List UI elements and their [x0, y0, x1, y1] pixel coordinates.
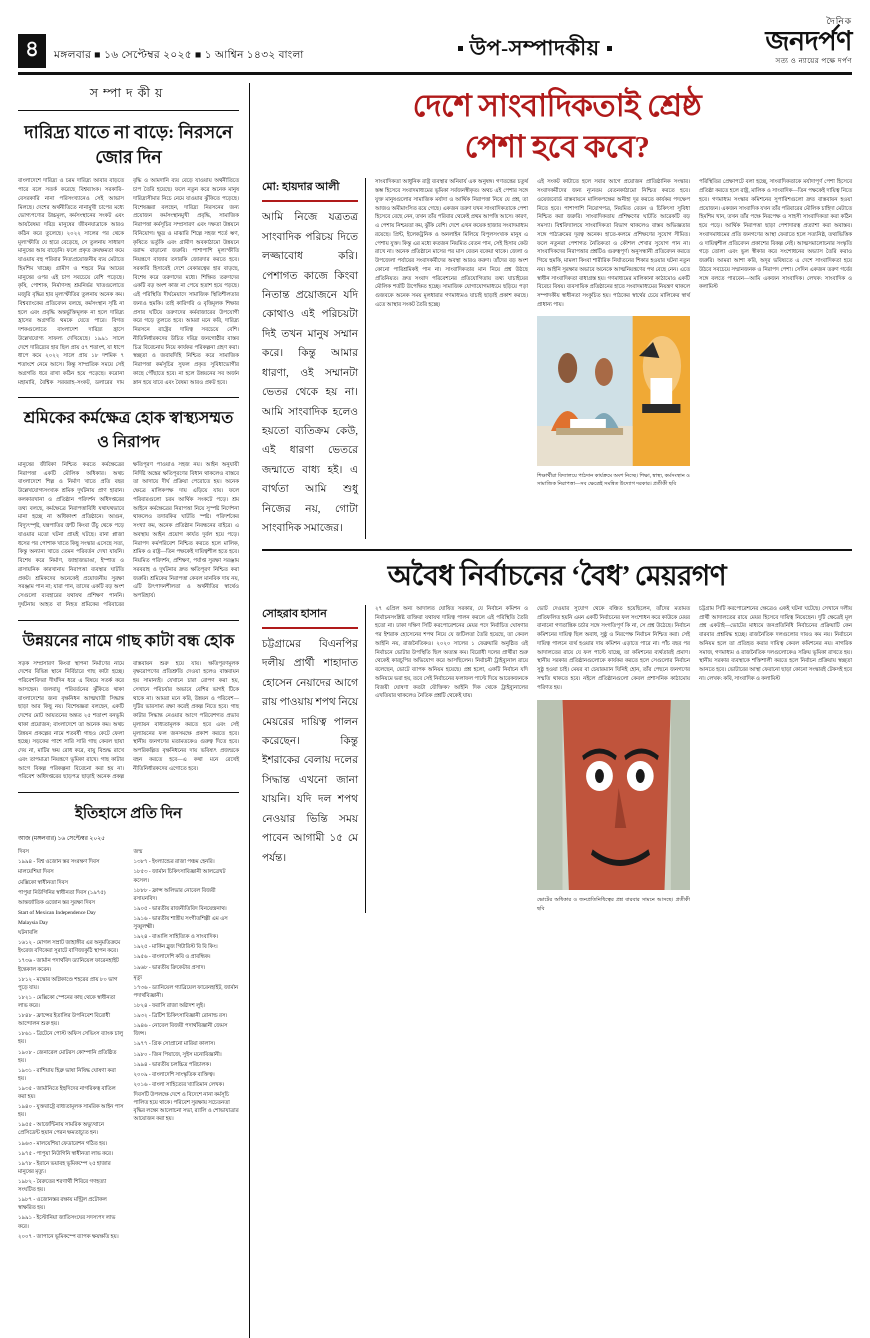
history-entry: জন্ম — [133, 849, 143, 856]
main-articles — [250, 83, 852, 1338]
history-entry: মৃত্যু — [133, 974, 143, 981]
article-text-column: পরিস্থিতির প্রেক্ষাপটে বলা হচ্ছে, সাংবাদিকতাকে মর্যাদাপূর্ণ পেশা হিসেবে প্রতিষ্ঠা করতে হলে রাষ্ট্র, মালিক ও সাংবাদিক—তিন পক্ষকেই দায়িত্ব নিতে হবে। গণমাধ্যম সংস্কার কমিশনের সুপারিশগুলো দ্রুত বাস্তবায়ন হওয়া প্রয়োজন। একজন সাংবাদিক যখন তাঁর পরিবারের মৌলিক চাহিদা মেটাতে হিমশিম খান, তখন তাঁর পক্ষে নিরপেক্ষ ও সাহসী সাংবাদিকতা করা কঠিন হয়ে পড়ে। আর্থিক নিরাপত্তা ছাড়া পেশাদারত্ব প্রত্যাশা করা অবাস্তব। সংবাদমাধ্যমের প্রতি জনগণের আস্থা ফেরাতে হলে সত্যনিষ্ঠ, তথ্যভিত্তিক ও দায়িত্বশীল প্রতিবেদন প্রকাশের বিকল্প নেই। আত্মসমালোচনার সংস্কৃতি গড়ে তোলা এবং ভুল স্বীকার করে সংশোধনের অভ্যাস তৈরি করাও জরুরি। আমরা আশা করি, অদূর ভবিষ্যতে এ দেশে সাংবাদিকতা হয়ে উঠবে সবচেয়ে সম্মানজনক ও নিরাপদ পেশা। সেদিন একজন তরুণ গর্বের সঙ্গে বলতে পারবেন—আমি একজন সাংবাদিক। লেখক: সাংবাদিক ও কলামিস্ট — [699, 179, 852, 291]
history-column — [18, 848, 124, 1243]
history-entry: ১৭৩৬ - জার্মান পদার্থবিদ ড্যানিয়েল ফারেনহাইট ইন্তেকাল করেন। — [18, 958, 119, 973]
brand-daily: দৈনিক — [826, 16, 852, 26]
editorial-label: সম্পাদকীয় — [18, 83, 239, 111]
divider — [18, 792, 239, 793]
history-entry: ১৮৪৮ - ফ্রান্সের ইতালির উপনিবেশ বিরোধী আন্দোলন শুরু হয়। — [18, 1013, 111, 1028]
editorial-item — [18, 407, 239, 609]
history-entry: Malaysia Day — [18, 919, 49, 926]
editorial-text: মানুষের জীবিকা নিশ্চিত করতে কর্মক্ষেত্রের নিরাপত্তা একটি মৌলিক অধিকার। অথচ বাংলাদেশে শিল্প ও নির্মাণ খাতে প্রতি বছর উল্লেখযোগ্যসংখ্যক শ্রমিক দুর্ঘটনায় প্রাণ হারান। কলকারখানা ও প্রতিষ্ঠান পরিদর্শন অধিদপ্তরের তথ্য বলছে, কর্মক্ষেত্রে নিরাপত্তাবিধি যথাযথভাবে মানা হচ্ছে না অধিকাংশ প্রতিষ্ঠানে। আগুন, বিদ্যুৎস্পৃষ্ট, যন্ত্রপাতির ত্রুটি কিংবা উঁচু থেকে পড়ে যাওয়ার মতো ঘটনা প্রায়ই ঘটছে। রানা প্লাজা ধসের পর পোশাক খাতে কিছু সংস্কার এসেছে সত্য, কিন্তু অন্যান্য খাতে তেমন পরিবর্তন দেখা যায়নি। বিশেষ করে নির্মাণ, জাহাজভাঙা, ইস্পাত ও রাসায়নিক কারখানায় নিরাপত্তা ব্যবস্থার ঘাটতি প্রকট। শ্রমিকদের অনেকেই প্রয়োজনীয় সুরক্ষা সরঞ্জাম পান না; যারা পান, তাদের একটি বড় অংশ সেগুলো ব্যবহারের যথাযথ প্রশিক্ষণ পাননি। দুর্ঘটনায় আহত বা নিহত শ্রমিকের পরিবারের ক্ষতিপূরণ পাওয়াও সহজ নয়। আইন অনুযায়ী নির্দিষ্ট অঙ্কের ক্ষতিপূরণের বিধান থাকলেও বাস্তবে তা আদায়ে দীর্ঘ প্রক্রিয়া পেরোতে হয়। অনেক ক্ষেত্রে মালিকপক্ষ দায় এড়িয়ে যায়। ফলে পরিবারগুলো চরম আর্থিক সংকটে পড়ে। শ্রম আইনে কর্মক্ষেত্রের নিরাপত্তা নিয়ে সুস্পষ্ট নির্দেশনা থাকলেও তদারকির ঘাটতি স্পষ্ট। পরিদর্শকের সংখ্যা কম, অনেক প্রতিষ্ঠান নিবন্ধনের বাইরে। এ অবস্থায় আইন প্রয়োগ কার্যত দুর্বল হয়ে পড়ে। নিরাপদ কর্মপরিবেশ নিশ্চিত করতে হলে মালিক, শ্রমিক ও রাষ্ট্র—তিন পক্ষকেই দায়িত্বশীল হতে হবে। নিয়মিত পরিদর্শন, প্রশিক্ষণ, পর্যাপ্ত সুরক্ষা সরঞ্জাম সরবরাহ ও দুর্ঘটনার দ্রুত ক্ষতিপূরণ নিশ্চিত করা জরুরি। শ্রমিকের নিরাপত্তা কেবল মানবিক দায় নয়, এটি উৎপাদনশীলতা ও অর্থনীতির স্বার্থেও অপরিহার্য। — [18, 461, 239, 608]
article-text-column: ভোট দেওয়ার সুযোগ থেকে বঞ্চিত হয়েছিলেন, তাঁদের মতামত প্রতিফলিত হয়নি এমন একটি নির্বাচনের ফল সংশোধন করে কাউকে মেয়র বানানো গণতান্ত্রিক চর্চার সঙ্গে সংগতিপূর্ণ কি না, সে প্রশ্ন উঠেছে। নির্বাচন কমিশনের দায়িত্ব ছিল অবাধ, সুষ্ঠু ও নিরপেক্ষ নির্বাচন নিশ্চিত করা। সেই দায়িত্ব পালনে ব্যর্থ হওয়ার দায় কমিশন এড়াতে পারে না। পাঁচ বছর পর আদালতের রায়ে যে ফল পাল্টে যাচ্ছে, তা কমিশনের ব্যর্থতারই প্রমাণ। স্থানীয় সরকার প্রতিষ্ঠানগুলোকে কার্যকর করতে হলে সেগুলোর নির্বাচন সুষ্ঠু হওয়া চাই। মেয়র বা চেয়ারম্যান যিনিই হোন, তাঁর পেছনে জনগণের সম্মতি থাকতে হবে। নইলে প্রতিষ্ঠানগুলো কেবল প্রশাসনিক কাঠামোয় পরিণত হয়। — [537, 605, 690, 691]
history-entry: ২০০৭ - জাপানে ভূমিকম্পে ব্যাপক ক্ষয়ক্ষতি হয়। — [18, 1233, 119, 1240]
history-entry: ১৯২৪ - বাঙালি সাহিত্যিক ও সাংবাদিক। — [133, 934, 219, 941]
history-entry: মালয়েশিয়া দিবস — [18, 869, 54, 876]
brand-logo — [765, 14, 852, 68]
editorial-item — [18, 120, 239, 388]
history-entry: ১৯১৬ - ভারতীয় শাস্ত্রীয় সংগীতশিল্পী এম এস সুব্বুলক্ষ্মী। — [133, 915, 228, 931]
history-entry: ঘটনাবলি — [18, 930, 38, 937]
editorial-item — [18, 630, 239, 783]
history-entry: ১৯৯৪ - ভারতীয় চলচ্চিত্র পরিচালক। — [133, 1061, 212, 1068]
history-entry: ১৯৪০ - যুক্তরাষ্ট্রে বাধ্যতামূলক সামরিক আইন পাস হয়। — [18, 1104, 124, 1119]
history-heading: ইতিহাসে প্রতি দিন — [75, 806, 182, 823]
history-entry: ১৯৩২ - ব্রিটিশ চিকিৎসাবিজ্ঞানী রোনাল্ড রস। — [133, 1013, 228, 1020]
brand-tagline: সত্য ও ন্যায়ের পক্ষে দর্পণ — [775, 56, 852, 65]
history-entry: ১৬১২ - মোগল সম্রাট জাহাঙ্গীর এর অনুমতিক্রমে ইংরেজ বণিকেরা সুরাটে বাণিজ্যকুঠি স্থাপন করে। — [18, 940, 121, 955]
history-entry: ১৯৩১ - রাশিয়ায় হিব্রু ভাষা নিষিদ্ধ ঘোষণা করা হয়। — [18, 1067, 116, 1082]
editorial-column — [18, 83, 250, 1338]
history-column — [134, 848, 240, 1243]
page-body — [18, 83, 852, 1338]
history-entry: ১৯৭৭ - গ্রিক সোপ্রানো মারিয়া কালাস। — [133, 1041, 216, 1048]
history-entry: ১৮৬১ - ব্রিটেনে পোস্ট অফিস সেভিংস ব্যাংক চালু হয়। — [18, 1031, 124, 1046]
author-name: মো: হায়দার আলী — [262, 178, 358, 202]
byline-block — [262, 178, 366, 538]
masthead — [18, 14, 852, 75]
article-text-column: এই সংকট কাটাতে হলে সবার আগে প্রয়োজন প্রাতিষ্ঠানিক সংস্কার। সংবাদকর্মীদের জন্য ন্যূনতম বেতনকাঠামো নিশ্চিত করতে হবে। ওয়েজবোর্ড বাস্তবায়নে মালিকপক্ষের অনীহা দূর করতে কার্যকর পদক্ষেপ নিতে হবে। পাশাপাশি নিয়োগপত্র, নিয়মিত বেতন ও চিকিৎসা সুবিধা নিশ্চিত করা জরুরি। সাংবাদিকতায় প্রশিক্ষণের ঘাটতি আরেকটি বড় সমস্যা। বিশ্ববিদ্যালয়ে সাংবাদিকতা বিভাগ থাকলেও বাস্তব অভিজ্ঞতার সঙ্গে পাঠ্যক্রমের দূরত্ব অনেক। হাতে-কলমে প্রশিক্ষণের সুযোগ সীমিত। ফলে নতুনরা পেশাগত নৈতিকতা ও কৌশল শেখার সুযোগ পান না। সাংবাদিকদের নিরাপত্তার প্রশ্নটিও গুরুত্বপূর্ণ। অনুসন্ধানী প্রতিবেদন করতে গিয়ে হুমকি, মামলা কিংবা শারীরিক নির্যাতনের শিকার হওয়ার ঘটনা নতুন নয়। আইনি সুরক্ষার অভাবে অনেকে আত্মনিয়ন্ত্রণের পথ বেছে নেন। এতে স্বাধীন সাংবাদিকতা বাধাগ্রস্ত হয়। গণমাধ্যমের মালিকানা কাঠামোও একটি বিবেচ্য বিষয়। ব্যবসায়িক প্রতিষ্ঠানের হাতে সংবাদমাধ্যমের নিয়ন্ত্রণ থাকলে সম্পাদকীয় স্বাধীনতা সংকুচিত হয়। পাঠকের স্বার্থের চেয়ে মালিকের স্বার্থ প্রাধান্য পায়। — [537, 179, 690, 308]
history-entry: ১৩৮৭ - ইংল্যান্ডের রাজা পঞ্চম হেনরি। — [133, 859, 215, 866]
history-entry: ১৯৯৪ - বিশ্ব ওজোন স্তর সংরক্ষণ দিবস — [18, 859, 100, 866]
history-entry: ১৯৭৫ - পাপুয়া নিউগিনি স্বাধীনতা লাভ করে। — [18, 1150, 113, 1157]
history-entry: ১৯৫৬ - বাংলাদেশি কবি ও প্রাবন্ধিক। — [133, 954, 211, 961]
history-entry: ১৯৭৮ - ইরানে ভয়াবহ ভূমিকম্পে ২৫ হাজার মানুষের মৃত্যু। — [18, 1160, 111, 1175]
history-entry: ১৮১২ - মস্কোর অগ্নিকাণ্ডে শহরের প্রায় ৮০ ভাগ পুড়ে যায়। — [18, 976, 118, 991]
illustration-students — [537, 316, 690, 466]
square-bullet-icon — [458, 46, 463, 51]
history-entry: ১৯৮০ - জিন পিয়াজে, সুইস মনোবিজ্ঞানী। — [133, 1051, 222, 1058]
history-entry: Start of Mexican Independence Day — [18, 909, 96, 916]
author-name: সোহরাব হাসান — [262, 605, 358, 629]
article-title: অবৈধ নির্বাচনের ‘বৈধ’ মেয়রগণ — [387, 560, 727, 592]
history-date: আজ (মঙ্গলবার) ১৬ সেপ্টেম্বর ২০২৫ — [18, 836, 106, 843]
editorial-text: বাংলাদেশে দারিদ্র্য ও চরম দারিদ্র্য আবার বাড়তে পারে বলে সতর্ক করেছে বিশ্বব্যাংক। সরকারি–বেসরকারি নানা পরিসংখ্যানেও সেই আভাস মিলছে। দেশের অর্থনীতিতে নানামুখী চাপের মধ্যে ভোগ্যপণ্যের উচ্চমূল্য, কর্মসংস্থানের সংকট এবং আয়বৈষম্য দরিদ্র মানুষের জীবনযাত্রাকে আরও কঠিন করে তুলেছে। ২০২২ সালের পর থেকে মূল্যস্ফীতি যে হারে বেড়েছে, সে তুলনায় সাধারণ মানুষের আয় বাড়েনি। ফলে প্রকৃত ক্রয়ক্ষমতা কমে যাওয়ায় বহু পরিবার নিত্যপ্রয়োজনীয় ব্যয় মেটাতে হিমশিম খাচ্ছে। গ্রামীণ ও শহুরে নিম্ন আয়ের মানুষের ওপর এই চাপ সবচেয়ে বেশি পড়েছে। কৃষি, পোশাক, নির্মাণসহ শ্রমনির্ভর খাতগুলোতে মজুরি বৃদ্ধির হার মূল্যস্ফীতির তুলনায় অনেক কম। বিশ্বব্যাংকের প্রতিবেদন বলছে, কর্মসংস্থান সৃষ্টি না হলে এবং প্রবৃদ্ধি অন্তর্ভুক্তিমূলক না হলে দারিদ্র্য হ্রাসের অগ্রগতি থমকে যেতে পারে। বিগত দশকগুলোতে বাংলাদেশ দারিদ্র্য হ্রাসে উল্লেখযোগ্য সাফল্য দেখিয়েছে। ১৯৯১ সালে দেশে দারিদ্র্যের হার ছিল প্রায় ৫৭ শতাংশ, যা ধাপে ধাপে কমে ২০২২ সালে প্রায় ১৮ দশমিক ৭ শতাংশে নেমে আসে। কিন্তু সাম্প্রতিক সময়ে সেই অগ্রগতি ধরে রাখা কঠিন হয়ে পড়েছে। করোনা মহামারি, বৈশ্বিক সরবরাহ–সংকট, ডলারের দাম বৃদ্ধি ও আমদানি ব্যয় বেড়ে যাওয়ায় অর্থনীতিতে চাপ তৈরি হয়েছে। ফলে নতুন করে অনেক মানুষ দারিদ্র্যসীমার নিচে নেমে যাওয়ার ঝুঁকিতে পড়েছে। বিশেষজ্ঞরা বলছেন, দারিদ্র্য নিরসনের জন্য প্রয়োজন কর্মসংস্থানমুখী প্রবৃদ্ধি, সামাজিক নিরাপত্তা কর্মসূচির সম্প্রসারণ এবং দক্ষতা উন্নয়নে বিনিয়োগ। ক্ষুদ্র ও মাঝারি শিল্পে সহজ শর্তে ঋণ, কৃষিতে ভর্তুকি এবং গ্রামীণ অবকাঠামো উন্নয়নে বরাদ্দ বাড়ানো জরুরি। পাশাপাশি মূল্যস্ফীতি নিয়ন্ত্রণে বাজার তদারকি জোরদার করতে হবে। সরকারি হিসাবেই দেশে বেকারত্বের হার বাড়ছে, বিশেষ করে তরুণদের মধ্যে। শিক্ষিত তরুণদের একটি বড় অংশ কাজ না পেয়ে হতাশ হয়ে পড়ছে। এই পরিস্থিতি দীর্ঘমেয়াদে সামাজিক স্থিতিশীলতার জন্যও হুমকি। তাই কারিগরি ও বৃত্তিমূলক শিক্ষার প্রসার ঘটিয়ে তরুণদের কর্মবাজারের উপযোগী করে গড়ে তুলতে হবে। আমরা মনে করি, দারিদ্র্য নিরসনে রাষ্ট্রের দায়িত্ব সবচেয়ে বেশি। নীতিনির্ধারকদের উচিত দরিদ্র জনগোষ্ঠীর বাস্তব চিত্র বিবেচনায় নিয়ে কার্যকর পরিকল্পনা গ্রহণ করা। স্বচ্ছতা ও জবাবদিহি নিশ্চিত করে সামাজিক নিরাপত্তা কর্মসূচির সুফল প্রকৃত সুবিধাভোগীর কাছে পৌঁছাতে হবে। না হলে উন্নয়নের সব অর্জন ম্লান হয়ে যাবে এবং বৈষম্য আরও প্রকট হবে। — [18, 178, 239, 386]
history-entry: ১৯৫৫ - আর্জেন্টিনায় সামরিক অভ্যুত্থানে প্রেসিডেন্ট হুয়ান পেরন ক্ষমতাচ্যুত হন। — [18, 1122, 104, 1137]
editorial-headline: দারিদ্র্য যাতে না বাড়ে: নিরসনে জোর দিন — [24, 121, 233, 168]
history-entry: ১৯০৫ - ভারতীয় রাজনীতিবিদ বিনয়েন্দ্রনাথ। — [133, 905, 227, 912]
history-entry: ১৯৮২ - বৈরুতের শরণার্থী শিবিরে গণহত্যা সংঘটিত হয়। — [18, 1179, 107, 1194]
history-box — [18, 802, 239, 1243]
illustration-caption: ভোটের অধিকার ও জনপ্রতিনিধিত্বের প্রশ্ন বারবার সামনে আসছে। প্রতীকী ছবি — [537, 897, 690, 912]
history-entry: আন্তর্জাতিক ওজোন স্তর সুরক্ষা দিবস — [18, 899, 96, 906]
article-text-column: চট্টগ্রাম সিটি করপোরেশনের ক্ষেত্রেও একই ঘটনা ঘটেছে। সেখানে দলীয় প্রার্থী আদালতের রায়ে মেয়র হিসেবে দায়িত্ব নিয়েছেন। দুটি ক্ষেত্রেই মূল প্রশ্ন একটাই—ভোটের মাধ্যমে জনপ্রতিনিধি নির্বাচনের প্রক্রিয়াটি কেন বারবার প্রশ্নবিদ্ধ হচ্ছে। রাজনৈতিক দলগুলোর দায়ও কম নয়। নির্বাচনে অনিয়ম হলে তা প্রতিহত করার দায়িত্ব কেবল কমিশনের নয়। নাগরিক সমাজ, গণমাধ্যম ও রাজনৈতিক দলগুলোকেও সক্রিয় ভূমিকা রাখতে হয়। স্থানীয় সরকার ব্যবস্থাকে শক্তিশালী করতে হলে নির্বাচন প্রক্রিয়ায় স্বচ্ছতা আনতে হবে। ভোটারের আস্থা ফেরানো ছাড়া কোনো সংস্কারই টেকসই হবে না। লেখক: কবি, সাংবাদিক ও কলামিস্ট — [699, 605, 852, 682]
illustration-face — [537, 700, 690, 890]
history-entry: ১৯৪৬ - নোবেল বিজয়ী পদার্থবিজ্ঞানী জেমস জিন্স। — [133, 1023, 228, 1038]
history-entry: ১৮২৪ - ফরাসি রাজা অষ্টাদশ লুই। — [133, 1002, 205, 1009]
article-top — [262, 85, 852, 539]
history-entry: ১৯৬৩ - মালয়েশিয়া ফেডারেশন গঠিত হয়। — [18, 1140, 108, 1147]
article-lead: আমি নিজে যত্রতত্র সাংবাদিক পরিচয় দিতে লজ্জাবোধ করি। পেশাগত কাজে কিংবা নিতান্ত প্রয়োজনে যদি কোথাও এই পরিচয়টা দিই তখন মানুষ সম্মান করে। কিন্তু আমার ধারণা, ওই সম্মানটা ভেতর থেকে হয় না। আমি সাংবাদিক হলেও হয়তো ব্যতিক্রম কেউ, এই ধারণা ভেতরে জন্মাতে বাধ্য হই। এ বার্থতা আমি শুধু নিজের নয়, গোটা সাংবাদিক সমাজের। — [262, 212, 358, 535]
history-entry: ১৭৩৬ - ড্যানিয়েল গ্যাব্রিয়েল ফারেনহাইট, জার্মান পদার্থবিজ্ঞানী। — [133, 984, 239, 999]
history-entry: পাপুয়া নিউগিনির স্বাধীনতা দিবস (১৯৭৫) — [18, 889, 106, 896]
history-entry: ১৯২৫ - মার্কিন ব্লুজ গিটারিস্ট বি বি কিং। — [133, 944, 218, 951]
page-number: ৪ — [18, 34, 46, 68]
dateline: মঙ্গলবার ■ ১৬ সেপ্টেম্বর ২০২৫ ■ ১ আশ্বিন ১৪৩২ বাংলা — [54, 49, 304, 61]
article-title — [262, 85, 852, 169]
article-text-column: ২৭ এপ্রিল অন্য আদালত ঘোষিত সরকার, যে নির্বাচন কমিশন ও নির্বাচনসংশ্লিষ্ট ব্যক্তিরা যথাযথ দায়িত্ব পালন করলে এই পরিস্থিতি তৈরি হতো না। ঢাকা দক্ষিণ সিটি করপোরেশনের মেয়র পদে নির্বাচিত ঘোষণার পর ইশরাক হোসেনের শপথ নিয়ে যে জটিলতা তৈরি হয়েছে, তা কেবল আইনি নয়, রাজনৈতিকও। ২০২০ সালের ১ ফেব্রুয়ারি অনুষ্ঠিত ওই নির্বাচনে ভোটার উপস্থিতি ছিল অত্যন্ত কম। বিরোধী দলের প্রার্থীরা শুরু থেকেই কারচুপির অভিযোগ করে আসছিলেন। নির্বাচনী ট্রাইব্যুনাল রায়ে বলেছেন, ভোটে ব্যাপক অনিয়ম হয়েছে। প্রশ্ন হলো, একটি নির্বাচন যদি অনিয়মে ভরা হয়, তবে সেই নির্বাচনের ফলাফল পাল্টে দিয়ে আরেকজনকে বিজয়ী ঘোষণা কতটা যৌক্তিক? আইনি দিক থেকে ট্রাইব্যুনালের এখতিয়ার থাকলেও নৈতিক প্রশ্নটি থেকেই যায়। — [375, 605, 528, 700]
history-entry: ১৯৩৫ - জার্মানিতে ইহুদিদের নাগরিকত্ব বাতিল করা হয়। — [18, 1085, 116, 1101]
history-entry: মেক্সিকো স্বাধীনতা দিবস — [18, 879, 69, 886]
divider — [262, 549, 852, 551]
history-entry: ১৯০৮ - জেনারেল মোটরস কোম্পানি প্রতিষ্ঠিত হয়। — [18, 1049, 117, 1064]
section-title: উপ-সম্পাদকীয় — [304, 32, 766, 68]
editorial-headline: শ্রমিকের কর্মক্ষেত্র হোক স্বাস্থ্যসম্মত ও নিরাপদ — [23, 410, 234, 451]
article-lead: চট্টগ্রামের বিএনপির দলীয় প্রার্থী শাহাদাত হোসেন নেয়াদের আগে রায় পাওয়ায় শপথ নিয়ে মেয়রের দায়িত্ব পালন করেছেন। কিন্তু ইশরাকের বেলায় দলের সিদ্ধান্ত এখনো জানা যায়নি। যদি দল শপথ নেওয়ার ভিন্তি সময় পাবেন আগামী ১৫ মে পর্যন্ত। — [262, 638, 359, 864]
divider — [18, 397, 239, 398]
square-bullet-icon — [607, 46, 612, 51]
history-entry: দিবসটি উপলক্ষে দেশে ও বিদেশে নানা কর্মসূচি পালিত হয়ে থাকে। পরিবেশ সুরক্ষায় সচেতনতা বৃদ্ধির লক্ষ্যে আলোচনা সভা, র‍্যালি ও শোভাযাত্রার আয়োজন করা হয়। — [133, 1091, 239, 1123]
article-text-column: সাংবাদিকতা আধুনিক রাষ্ট্র ব্যবস্থার অনিবার্য এক অনুষঙ্গ। গণতন্ত্রের চতুর্থ স্তম্ভ হিসেবে সংবাদমাধ্যমের ভূমিকা সর্বজনস্বীকৃত। অথচ এই পেশার সঙ্গে যুক্ত মানুষগুলোর সামাজিক মর্যাদা ও আর্থিক নিরাপত্তা নিয়ে যে প্রশ্ন, তা আজও অমীমাংসিত রয়ে গেছে। একজন তরুণ যখন সাংবাদিকতাকে পেশা হিসেবে বেছে নেন, তখন তাঁর পরিবার থেকেই প্রথম আপত্তি আসে। কারণ, এ পেশায় নিশ্চয়তা কম, ঝুঁকি বেশি। দেশে এখন কয়েক হাজার সংবাদমাধ্যম রয়েছে। প্রিন্ট, ইলেকট্রনিক ও অনলাইন মিলিয়ে বিপুলসংখ্যক মানুষ এ পেশায় যুক্ত। কিন্তু এর মধ্যে কতজন নিয়মিত বেতন পান, সেই হিসাব কেউ রাখে না। অনেক প্রতিষ্ঠানে মাসের পর মাস বেতন বকেয়া থাকে। জেলা ও উপজেলা পর্যায়ের সংবাদকর্মীদের অবস্থা আরও করুণ। তাঁদের বড় অংশ কোনো পারিশ্রমিকই পান না। সাংবাদিকতার মান নিয়ে প্রশ্ন উঠছে প্রতিনিয়ত। দ্রুত সংবাদ পরিবেশনের প্রতিযোগিতায় তথ্য যাচাইয়ের মৌলিক শর্তটি উপেক্ষিত হচ্ছে। সামাজিক যোগাযোগমাধ্যমে ছড়িয়ে পড়া গুজবকে অনেক সময় মূলধারার গণমাধ্যমও যাচাই ছাড়াই প্রকাশ করছে। এতে আস্থার সংকট তৈরি হচ্ছে। — [375, 179, 528, 308]
editorial-headline: উন্নয়নের নামে গাছ কাটা বন্ধ হোক — [22, 632, 235, 650]
article-title-line2: পেশা হবে কবে? — [464, 129, 650, 165]
history-entry: ১৮৫৩ - জার্মান চিকিৎসাবিজ্ঞানী আলব্রেখট কসেল। — [133, 869, 226, 884]
history-entry: ২০০৯ - বাংলাদেশি সাংস্কৃতিক ব্যক্তিত্ব। — [133, 1071, 215, 1078]
brand-name: জনদর্পণ — [765, 26, 852, 56]
editorial-text: সড়ক সম্প্রসারণ কিংবা স্থাপনা নির্মাণের নামে দেশের বিভিন্ন স্থানে নির্বিচারে গাছ কাটা হচ্ছে। পরিবেশবিদরা দীর্ঘদিন ধরে এ বিষয়ে সতর্ক করে আসছেন। জলবায়ু পরিবর্তনের ঝুঁকিতে থাকা বাংলাদেশের জন্য বৃক্ষনিধন আত্মঘাতী সিদ্ধান্ত ছাড়া আর কিছু নয়। বিশেষজ্ঞরা বলছেন, একটি দেশের মোট আয়তনের অন্তত ২৫ শতাংশ বনভূমি থাকা প্রয়োজন; বাংলাদেশে তা অনেক কম। অথচ উন্নয়ন প্রকল্পের নামে শতবর্ষী গাছও কেটে ফেলা হচ্ছে। সড়কের পাশে সারি সারি গাছ কেবল ছায়া দেয় না, মাটির ক্ষয় রোধ করে, বায়ু বিশুদ্ধ রাখে এবং তাপমাত্রা নিয়ন্ত্রণে ভূমিকা রাখে। গাছ কাটার আগে বিকল্প পরিকল্পনা বিবেচনা করা হয় না। পরিবেশ অধিদপ্তরের ছাড়পত্র ছাড়াই অনেক প্রকল্প বাস্তবায়ন শুরু হয়ে যায়। ক্ষতিপূরণমূলক বৃক্ষরোপণের প্রতিশ্রুতি দেওয়া হলেও বাস্তবায়ন হয় সামান্যই। যেখানে চারা রোপণ করা হয়, সেখানে পরিচর্যার অভাবে বেশির ভাগই টিকে থাকে না। আমরা মনে করি, উন্নয়ন ও পরিবেশ—দুটির ভারসাম্য রক্ষা করেই প্রকল্প নিতে হবে। গাছ কাটার সিদ্ধান্ত নেওয়ার আগে পরিবেশগত প্রভাব মূল্যায়ন বাধ্যতামূলক করতে হবে এবং সেই মূল্যায়নের ফল জনসমক্ষে প্রকাশ করতে হবে। স্থানীয় জনগণের মতামতকেও গুরুত্ব দিতে হবে। অপরিকল্পিত বৃক্ষনিধনের দায় ভবিষ্যৎ প্রজন্মকে বহন করতে হবে—এ কথা মনে রেখেই নীতিনির্ধারকদের এগোতে হবে। — [18, 660, 239, 781]
history-entry: ১৮২১ - মেক্সিকো স্পেনের কাছ থেকে স্বাধীনতা লাভ করে। — [18, 994, 116, 1009]
divider — [18, 620, 239, 621]
history-entry: ১৯৮৭ - ওজোনস্তর রক্ষায় মন্ট্রিল প্রটোকল স্বাক্ষরিত হয়। — [18, 1197, 107, 1212]
history-entry: ১৯৬৮ - ভারতীয় ক্রিকেটার প্রসাদ। — [133, 964, 206, 971]
article-title-line1: দেশে সাংবাদিকতাই শ্রেষ্ঠ — [412, 87, 702, 123]
history-entry: ১৯৯১ - ইস্টোনিয়া জাতিসংঘের সদস্যপদ লাভ করে। — [18, 1215, 116, 1230]
byline-block — [262, 605, 366, 913]
history-entry: দিবস — [18, 849, 29, 856]
history-entry: ২০১৬ - বাংলা সাহিত্যের খ্যাতিমান লেখক। — [133, 1081, 225, 1088]
article-bottom — [262, 559, 852, 914]
history-entry: ১৮৮৮ - ফ্রান্স অলিভার নোবেল বিজয়ী রসায়নবিদ। — [133, 887, 216, 902]
illustration-caption: শিক্ষার্থীরা বিদ্যালয়ে পাঠদান কার্যক্রমে অংশ নিচ্ছে। শিক্ষা, স্বাস্থ্য, কর্মসংস্থান ও সামাজিক নিরাপত্তা—সব ক্ষেত্রেই সমন্বিত উদ্যোগ দরকার। প্রতীকী ছবি — [537, 472, 690, 487]
